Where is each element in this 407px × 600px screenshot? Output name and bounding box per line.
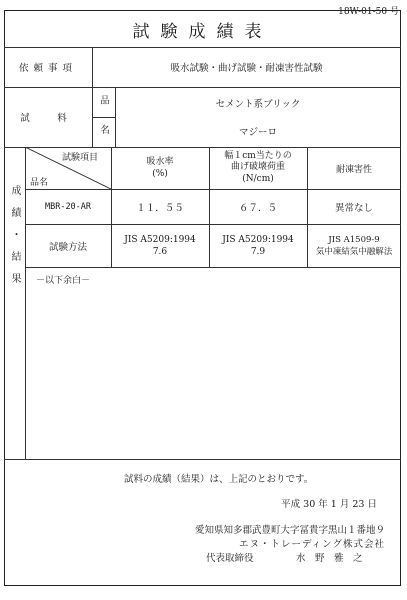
column-header-frost: 耐凍害性 [335,164,372,175]
method-bending [209,224,307,267]
column-header-line: 吸水率 [146,157,174,167]
rule-results-bottom [4,459,401,460]
method-line: 7.6 [152,246,168,257]
footer-representative-title: 代表取締役 [206,553,254,564]
footer-representative-name: 水 野 雅 之 [296,553,363,564]
method-line: JIS A5209:1994 [124,234,196,245]
rule-row2-bottom [25,267,401,268]
footer-statement: 試料の成績（結果）は、上記のとおりです。 [124,474,314,485]
sample-line1: セメント系ブリック [215,99,301,110]
page-title: 試験成績表 [132,21,273,42]
remainder-note: －以下余白－ [36,276,91,286]
row2-name: 試験方法 [48,241,87,253]
row1-value-absorption: １１．５５ [136,202,184,214]
sample-label: 試 料 [20,113,76,124]
row1-name: MBR-20-AR [44,201,92,212]
request-value: 吸水試験・曲げ試験・耐凍害性試験 [170,63,323,74]
method-absorption [111,224,209,267]
results-label: 成績・結果 [9,185,20,295]
request-label: 依頼事項 [18,63,77,74]
row1-value-frost: 異常なし [334,202,373,214]
method-line: 7.9 [250,246,266,257]
column-header-line: 曲げ破壊荷重 [230,162,285,173]
sample-line2: マジーロ [238,127,277,138]
footer-company: エヌ・トレーディング株式会社 [238,539,385,550]
method-line: JIS A1509-9 [328,234,380,245]
column-header-absorption [111,147,209,189]
column-header-line: 幅１cm当たりの [224,150,292,161]
footer-address: 愛知県知多郡武豊町大字冨貴字黒山１番地９ [194,525,385,536]
method-frost [307,224,401,267]
column-header-line: (N/cm) [242,173,274,184]
method-line: JIS A5209:1994 [222,234,294,245]
column-header-bending [209,147,307,189]
sample-sublabel: 品名 [98,95,109,154]
header-name-label: 品名 [30,178,49,188]
footer-date: 平成 30 年 1 月 23 日 [281,499,377,510]
row1-value-bending: ６７．５ [238,202,277,214]
column-header-line: (%) [152,169,168,179]
header-item-label: 試験項目 [62,153,99,163]
document-number: 18W-01-50 号 [338,7,399,17]
method-line: 気中凍結気中融解法 [315,246,393,257]
